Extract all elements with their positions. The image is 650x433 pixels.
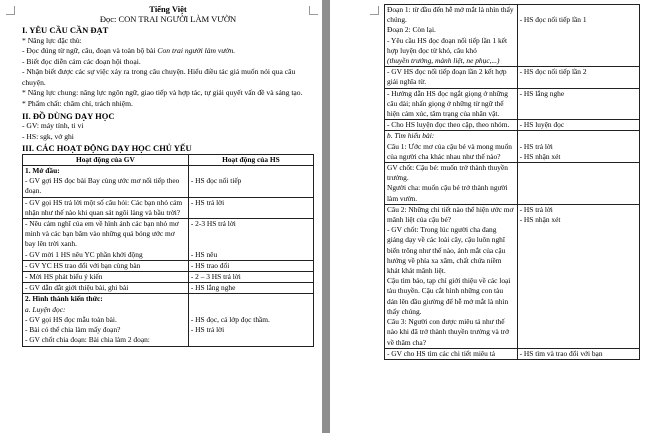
- teacher-activity-cell: [385, 5, 518, 67]
- cell-text: - HS đọc nối tiếp lần 2: [519, 67, 587, 77]
- paragraph: * Phẩm chất: chăm chỉ, trách nhiệm.: [22, 99, 133, 109]
- paragraph: * Năng lực đặc thù:: [22, 35, 82, 45]
- cell-text: GV chốt: Cậu bé: muốn trở thành thuyền trưởng.: [387, 163, 508, 183]
- paragraph: - Biết đọc diễn cảm các đoạn hội thoại.: [22, 56, 141, 66]
- student-activity-cell: [188, 294, 313, 346]
- cell-text: [191, 305, 311, 315]
- cell-text: a. Luyện đọc:: [25, 304, 66, 314]
- activities-table-left: [22, 154, 314, 347]
- cell-text: [520, 5, 637, 15]
- document-page-right: [330, 0, 650, 433]
- teacher-activity-cell: [23, 166, 189, 198]
- teacher-activity-cell: [385, 204, 518, 348]
- teacher-activity-cell: [23, 294, 189, 346]
- cell-text: b. Tìm hiểu bài:: [387, 131, 435, 141]
- table-row: [23, 294, 314, 346]
- cell-text: - HS tìm và trao đổi với bạn: [519, 348, 603, 358]
- student-activity-cell: [517, 348, 639, 359]
- cell-text: - GV chốt chia đoạn: Bài chia làm 2 đoạn:: [25, 335, 150, 345]
- document-page-left: [0, 0, 322, 433]
- student-activity-cell: [517, 131, 639, 163]
- cell-text: - HS trả lời: [190, 325, 225, 335]
- table-row: [385, 88, 640, 120]
- activities-table-right: [384, 4, 640, 360]
- table-row: [385, 348, 640, 359]
- section-heading-1: I. YÊU CẦU CẦN ĐẠT: [22, 25, 109, 35]
- paragraph: - HS: sgk, vở ghi: [22, 131, 74, 141]
- cell-text: - HS nhận xét: [519, 215, 561, 225]
- cell-text: - Yêu cầu HS đọc đoạn nối tiếp lần 1 kết hợp luyện đọc từ khó, câu khó: [387, 35, 507, 55]
- student-activity-cell: [517, 5, 639, 67]
- table-row: [23, 283, 314, 294]
- student-activity-cell: [517, 204, 639, 348]
- cell-text: Câu 2: Những chi tiết nào thể hiện ước mơ mãnh liệt của cậu bé?: [387, 204, 514, 225]
- table-row: [23, 272, 314, 283]
- cell-text: - HS lắng nghe: [519, 88, 565, 98]
- student-activity-cell: [188, 260, 313, 271]
- page-corner-mark: [309, 6, 318, 15]
- column-header: Hoạt động của HS: [188, 154, 313, 165]
- section-heading-2: II. ĐỒ DÙNG DẠY HỌC: [22, 110, 115, 121]
- cell-text: [191, 239, 311, 249]
- table-row: [385, 204, 640, 348]
- table-row: [23, 219, 314, 261]
- cell-text: - GV gợi HS đọc bài Bay cùng ước mơ nối tiếp theo đoạn.: [25, 176, 180, 196]
- cell-text: [520, 163, 637, 173]
- table-body: [385, 5, 640, 360]
- cell-text: - HS trả lời: [519, 141, 553, 151]
- table-row: [23, 166, 314, 198]
- cell-text: [191, 229, 311, 239]
- cell-text: - GV gọi HS đọc mẫu toàn bài.: [25, 314, 117, 324]
- cell-text: - HS nhận xét: [519, 151, 561, 161]
- student-activity-cell: [188, 197, 313, 218]
- table-row: [385, 5, 640, 67]
- cell-text: - Nêu cảm nghĩ của em về hình ảnh các bạn nhỏ mơ mình và các bạn bâm vào những quả bóng ước mơ bay lên trời xanh.: [25, 219, 179, 249]
- table-row: [23, 260, 314, 271]
- cell-text: - GV chốt: Trong lúc người cha đang giảng dạy về các loài cây, cậu luôn nghĩ biển trông như thế nào, ảnh mắt của cậu hướng về phía xa xăm, chất chứa niềm khát khát mãnh liệt.: [387, 225, 506, 276]
- cell-text: - GV dẫn dắt giới thiệu bài, ghi bài: [25, 283, 129, 293]
- student-activity-cell: [517, 88, 639, 120]
- paragraph: - GV: máy tính, ti vi: [22, 121, 84, 131]
- cell-text: - Mời HS phát biểu ý kiến: [25, 272, 103, 282]
- cell-text: - 2-3 HS trả lời: [190, 219, 236, 229]
- cell-text: - HS nêu: [190, 249, 218, 259]
- subtitle-prefix: Đọc:: [99, 14, 117, 24]
- cell-text: [191, 166, 311, 176]
- student-activity-cell: [188, 166, 313, 198]
- doc-title: Tiếng Việt: [149, 4, 187, 14]
- column-header: Hoạt động của GV: [23, 154, 189, 165]
- teacher-activity-cell: [23, 219, 189, 261]
- cell-text: [520, 131, 637, 141]
- student-activity-cell: [517, 163, 639, 205]
- cell-text: - HS đọc, cả lớp đọc thầm.: [190, 314, 270, 324]
- cell-text: (thuyền trưởng, mảnh liệt, ne phục,...): [387, 56, 500, 66]
- cell-text: - HS trao đổi: [190, 260, 230, 270]
- paragraph-text: - Đọc đúng từ ngữ, câu, đoạn và toàn bộ bài: [22, 46, 158, 56]
- cell-text: Đoạn 1: từ đầu đến hễ mở mắt là nhìn thấy chúng.: [387, 5, 514, 25]
- cell-text: - GV mời 1 HS nêu YC phần khởi động: [25, 249, 143, 259]
- cell-text: - HS trả lời: [190, 197, 225, 207]
- cell-text: - HS lắng nghe: [190, 283, 236, 293]
- cell-text: - Hướng dẫn HS đọc ngắt giọng ở những câu dài; nhấn giọng ở những từ ngữ thể hiện cảm xúc, tâm trạng của nhân vật.: [387, 88, 508, 119]
- cell-text: - GV gọi HS trả lời một số câu hỏi: Các bạn nhỏ cảm nhận như thế nào khi quan sát ngôi làng và bầu trời?: [25, 197, 183, 217]
- student-activity-cell: [188, 219, 313, 261]
- table-row: [385, 131, 640, 163]
- cell-text: - GV cho HS tìm các chi tiết miêu tả: [387, 348, 496, 358]
- paragraph: - Nhận biết được các sự việc xảy ra trong câu chuyện. Hiểu điều tác giả muốn nói qua câu chuyện.: [22, 67, 296, 87]
- page-corner-mark: [6, 6, 15, 15]
- cell-text: - GV YC HS trao đổi với bạn cùng bàn: [25, 260, 141, 270]
- student-activity-cell: [188, 283, 313, 294]
- teacher-activity-cell: [23, 283, 189, 294]
- section-heading-3: III. CÁC HOẠT ĐỘNG DẠY HỌC CHỦ YẾU: [22, 143, 192, 154]
- doc-subtitle: [22, 14, 314, 24]
- cell-text: Đoạn 2: Còn lại.: [387, 25, 436, 35]
- paragraph: * Năng lực chung: năng lực ngôn ngữ, giao tiếp và hợp tác, tự giải quyết vấn đề và sáng tạo.: [22, 88, 303, 98]
- cell-text: Câu 1: Ước mơ của cậu bé và mong muốn của người cha khác nhau như thế nào?: [387, 141, 512, 161]
- cell-text: 1. Mở đầu:: [25, 166, 60, 176]
- cell-text: - HS luyện đọc: [519, 120, 565, 130]
- student-activity-cell: [517, 120, 639, 131]
- cell-text: [191, 294, 311, 304]
- teacher-activity-cell: [23, 197, 189, 218]
- cell-text: - 2 – 3 HS trả lời: [190, 272, 241, 282]
- cell-text: 2. Hình thành kiến thức:: [25, 294, 103, 304]
- cell-text: - Bài có thể chia làm mấy đoạn?: [25, 325, 121, 335]
- teacher-activity-cell: [385, 348, 518, 359]
- teacher-activity-cell: [23, 272, 189, 283]
- table-body: [23, 166, 314, 346]
- table-row: [385, 120, 640, 131]
- subtitle-main: CON TRAI NGƯỜI LÀM VƯỜN: [118, 14, 237, 24]
- table-row: [385, 163, 640, 205]
- cell-text: - HS đọc nối tiếp: [190, 176, 242, 186]
- cell-text: Cậu tìm bảo, tạp chí giới thiệu về các loại tàu thuyền. Cậu cắt hình những con tàu dán lên đầu giường để hễ mở mắt là nhìn thấy chúng.: [387, 276, 511, 316]
- teacher-activity-cell: [385, 131, 518, 163]
- cell-text: - GV HS đọc nối tiếp đoạn lần 2 kết hợp giải nghĩa từ.: [387, 67, 507, 87]
- cell-text: Người cha: muốn cậu bé trở thành người làm vườn.: [387, 183, 508, 203]
- teacher-activity-cell: [385, 67, 518, 88]
- cell-text: - HS trả lời: [519, 204, 553, 214]
- cell-text: - HS đọc nối tiếp lần 1: [519, 15, 587, 25]
- lesson-name: Con trai người làm vườn.: [157, 46, 236, 56]
- page-corner-mark: [370, 6, 379, 15]
- teacher-activity-cell: [23, 260, 189, 271]
- teacher-activity-cell: [385, 163, 518, 205]
- table-header-row: [23, 154, 314, 165]
- student-activity-cell: [517, 67, 639, 88]
- paragraph: [22, 46, 314, 57]
- cell-text: - Cho HS luyện đọc theo cặp, theo nhóm.: [387, 120, 510, 130]
- table-row: [385, 67, 640, 88]
- teacher-activity-cell: [385, 88, 518, 120]
- table-row: [23, 197, 314, 218]
- cell-text: Câu 3: Người con được miêu tả như thế nào khi đã trở thành thuyền trưởng và trở về thăm cha?: [387, 317, 510, 347]
- student-activity-cell: [188, 272, 313, 283]
- teacher-activity-cell: [385, 120, 518, 131]
